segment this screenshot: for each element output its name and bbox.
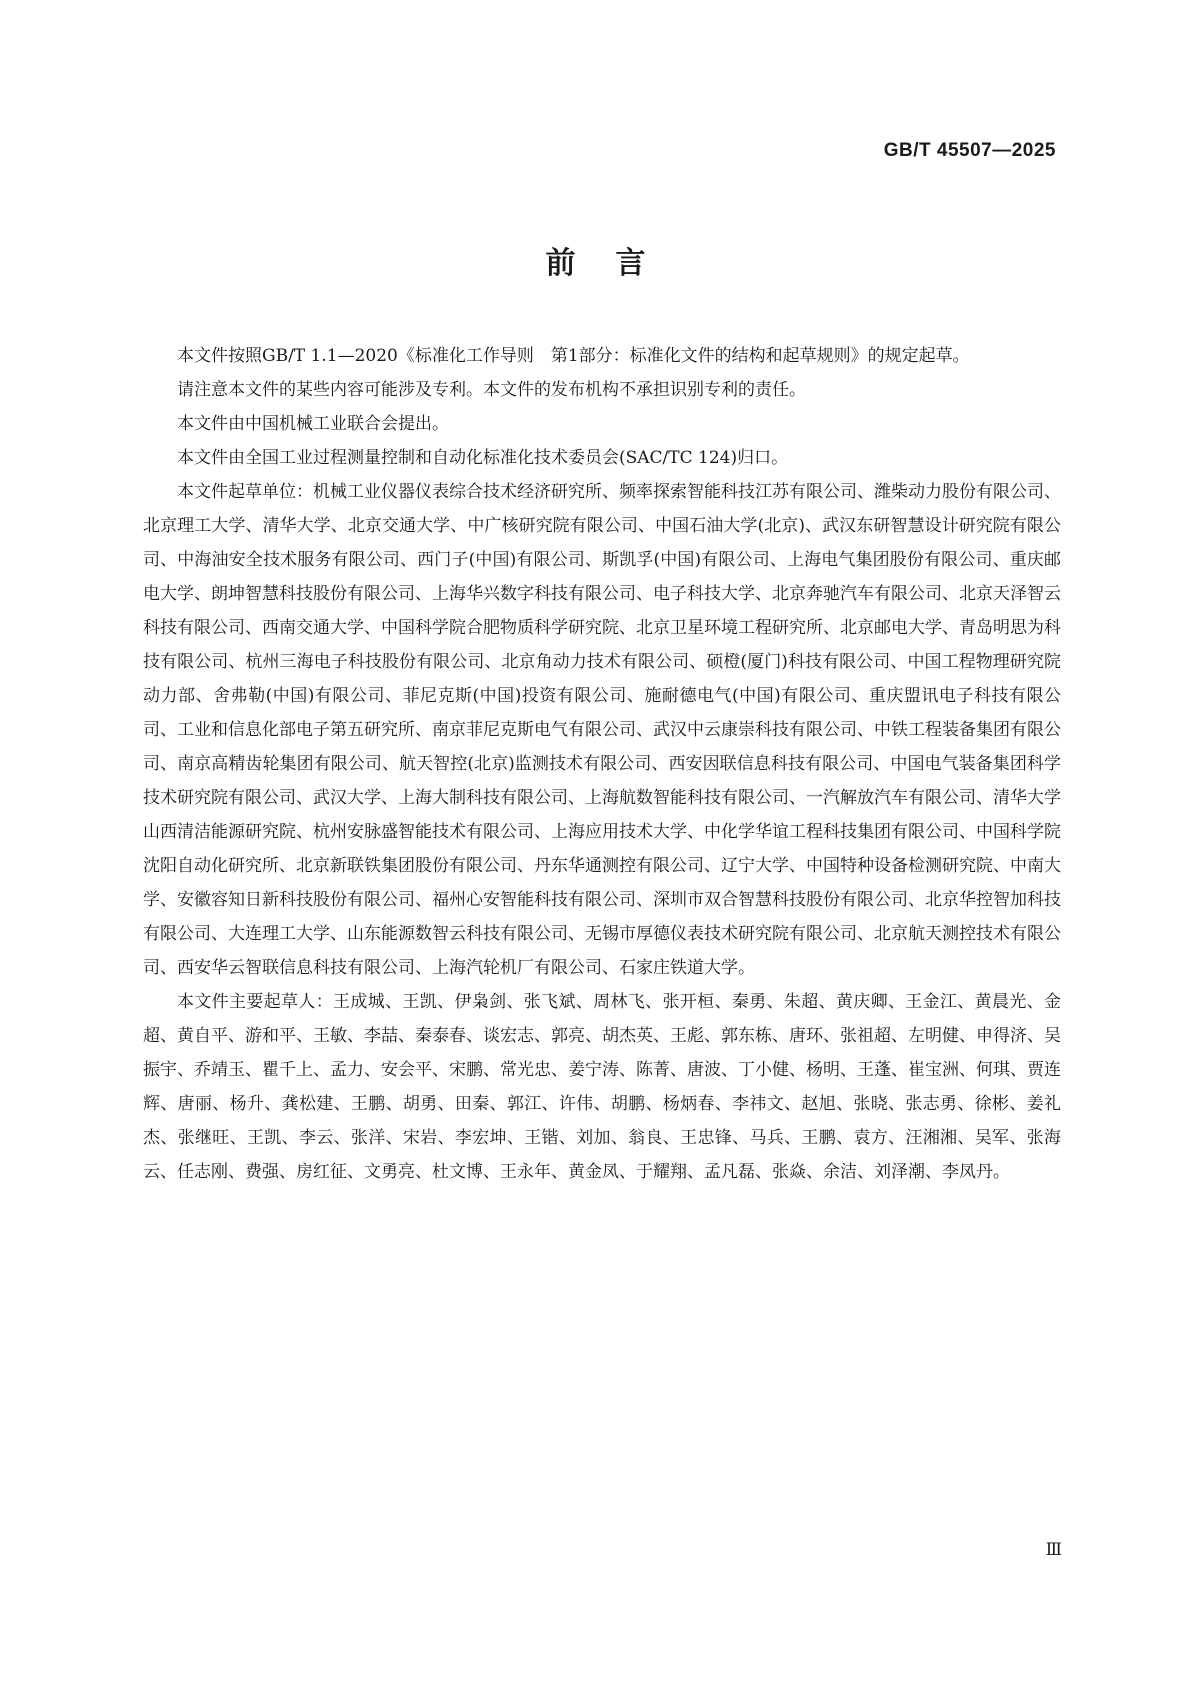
paragraph-centralized-by: 本文件由全国工业过程测量控制和自动化标准化技术委员会(SAC/TC 124)归口。 bbox=[177, 448, 789, 468]
paragraph-main-drafters: 本文件主要起草人：王成城、王凯、伊枭剑、张飞斌、周林飞、张开桓、秦勇、朱超、黄庆卿、王金江、黄晨光、金超、黄自平、游和平、王敏、李喆、秦泰春、谈宏志、郭亮、胡杰英、王彪、郭东栋、唐环、张祖超、左明健、申得济、吴振宇、乔靖玉、瞿千上、孟力、安会平、宋鹏、常光忠、姜宁涛、陈菁、唐波、丁小健、杨明、王蓬、崔宝洲、何琪、贾连辉、唐丽、杨升、龚松建、王鹏、胡勇、田秦、郭江、许伟、胡鹏、杨炳春、李祎文、赵旭、张晓、张志勇、徐彬、姜礼杰、张继旺、王凯、李云、张洋、宋岩、李宏坤、王锴、刘加、翁良、王忠锋、马兵、王鹏、袁方、汪湘湘、吴军、张海云、任志刚、费强、房红征、文勇亮、杜文博、王永年、黄金凤、于耀翔、孟凡磊、张焱、余洁、刘泽潮、李凤丹。 bbox=[143, 992, 1061, 1182]
foreword-body bbox=[143, 339, 1061, 1189]
page-number: Ⅲ bbox=[1045, 1540, 1062, 1559]
standard-number: GB/T 45507—2025 bbox=[883, 140, 1056, 161]
paragraph-patent-notice: 请注意本文件的某些内容可能涉及专利。本文件的发布机构不承担识别专利的责任。 bbox=[177, 380, 806, 400]
page-title: 前言 bbox=[545, 246, 686, 281]
paragraph-drafting-rules: 本文件按照GB/T 1.1—2020《标准化工作导则 第1部分：标准化文件的结构和起草规则》的规定起草。 bbox=[177, 346, 970, 366]
paragraph-drafting-units: 本文件起草单位：机械工业仪器仪表综合技术经济研究所、频率探索智能科技江苏有限公司、潍柴动力股份有限公司、北京理工大学、清华大学、北京交通大学、中广核研究院有限公司、中国石油大学(北京)、武汉东研智慧设计研究院有限公司、中海油安全技术服务有限公司、西门子(中国)有限公司、斯凯孚(中国)有限公司、上海电气集团股份有限公司、重庆邮电大学、朗坤智慧科技股份有限公司、上海华兴数字科技有限公司、电子科技大学、北京奔驰汽车有限公司、北京天泽智云科技有限公司、西南交通大学、中国科学院合肥物质科学研究院、北京卫星环境工程研究所、北京邮电大学、青岛明思为科技有限公司、杭州三海电子科技股份有限公司、北京角动力技术有限公司、硕橙(厦门)科技有限公司、中国工程物理研究院动力部、舍弗勒(中国)有限公司、菲尼克斯(中国)投资有限公司、施耐德电气(中国)有限公司、重庆盟讯电子科技有限公司、工业和信息化部电子第五研究所、南京菲尼克斯电气有限公司、武汉中云康崇科技有限公司、中铁工程装备集团有限公司、南京高精齿轮集团有限公司、航天智控(北京)监测技术有限公司、西安因联信息科技有限公司、中国电气装备集团科学技术研究院有限公司、武汉大学、上海大制科技有限公司、上海航数智能科技有限公司、一汽解放汽车有限公司、清华大学山西清洁能源研究院、杭州安脉盛智能技术有限公司、上海应用技术大学、中化学华谊工程科技集团有限公司、中国科学院沈阳自动化研究所、北京新联铁集团股份有限公司、丹东华通测控有限公司、辽宁大学、中国特种设备检测研究院、中南大学、安徽容知日新科技股份有限公司、福州心安智能科技有限公司、深圳市双合智慧科技股份有限公司、北京华控智加科技有限公司、大连理工大学、山东能源数智云科技有限公司、无锡市厚德仪表技术研究院有限公司、北京航天测控技术有限公司、西安华云智联信息科技有限公司、上海汽轮机厂有限公司、石家庄铁道大学。 bbox=[143, 482, 1061, 978]
paragraph-proposed-by: 本文件由中国机械工业联合会提出。 bbox=[177, 414, 449, 434]
